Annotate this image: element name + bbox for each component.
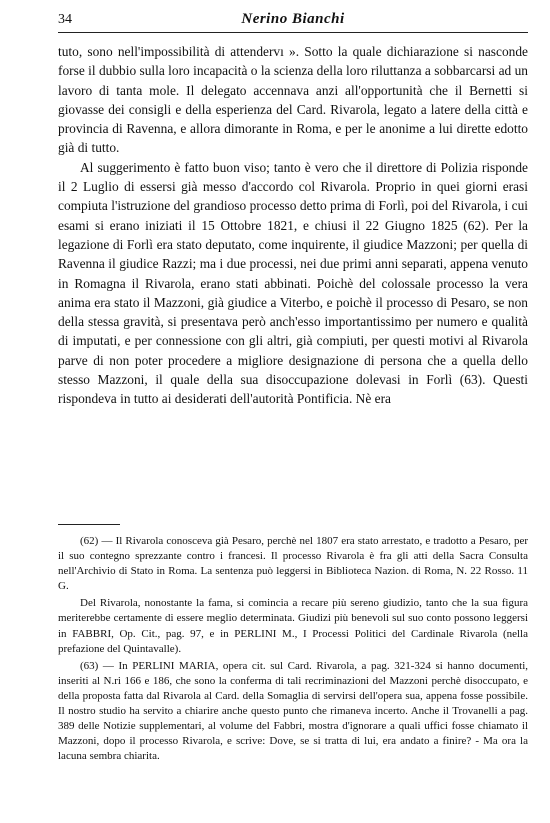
running-title: Nerino Bianchi (241, 11, 345, 27)
footnote-rule (58, 524, 120, 525)
footnote: (62) — Il Rivarola conosceva già Pesaro, perchè nel 1807 era stato arrestato, e tradotto a Pesaro, per il suo contegno sprezzante contro i francesi. Il processo Rivarola è fra gli atti della Sacra Consulta nell'Archivio di Stato in Roma. La sentenza può leggersi in Biblioteca Nazion. di Roma, N. 22 Rosso. 11 G. (58, 535, 528, 593)
header-rule (58, 32, 528, 33)
body-paragraph: Al suggerimento è fatto buon viso; tanto è vero che il direttore di Polizia risponde il 2 Luglio di essersi già messo d'accordo col Rivarola. Proprio in quei giorni erasi compiuta l'istruzione del grandioso processo detto prima di Forlì, poi del Rivarola, i cui esami si erano iniziati il 15 Ottobre 1821, e chiusi il 22 Giugno 1825 (62). Per la legazione di Forlì era stato deputato, come inquirente, il giudice Mazzoni; per quella di Ravenna il giudice Razzi; ma i due processi, nei due primi anni separati, appena venuto in Romagna il Rivarola, erano stati abbinati. Poichè del colossale processo la vera anima era stato il Mazzoni, già giudice a Viterbo, e poichè il processo di Pesaro, se non della stessa gravità, si presentava però anch'esso importantissimo per numero e qualità di imputati, e per connessione con gli altri, già compiuti, per questi motivi al Rivarola parve di non poter procedere a migliore designazione di persona che a quella dello stesso Mazzoni, il quale della sua disoccupazione dolevasi in Forlì (63). Questi rispondeva in tutto ai desiderati dell'autorità Pontificia. Nè era (58, 159, 528, 407)
body-paragraph: tuto, sono nell'impossibilità di attendervı ». Sotto la quale dichiarazione si nasconde forse il dubbio sulla loro incapacità o la scienza della loro riluttanza a sobbarcarsi ad un lavoro di tanta mole. Il delegato accennava anzi all'opportunità che il Bernetti si giovasse dei consigli e della esperienza del Card. Rivarola, legato a latere della città e provincia di Ravenna, e allora dimorante in Roma, e per le anonime a lui dirette edotto già di tutto. (58, 44, 528, 156)
body-text (58, 42, 528, 409)
footnote: (63) — In PERLINI MARIA, opera cit. sul Card. Rivarola, a pag. 321-324 si hanno documenti, inseriti al N.ri 166 e 186, che sono la conferma di tali recriminazioni del Mazzoni perchè disoccupato, e della proposta fatta dal Rivarola al Card. della Somaglia di servirsi dell'opera sua, appena fosse possibile. Il nostro studio ha servito a chiarire anche questo punto che rimaneva incerto. Anche il Trovanelli a pag. 389 delle Notizie supplementari, al volume del Fabbri, mostra d'ignorare a quali uffici fosse chiamato il Mazzoni, dopo il processo Rivarola, e scrive: Dove, se si tratta di lui, era andato a finire? - Ma ora la lacuna sembra chiarita. (58, 659, 528, 763)
footnote: Del Rivarola, nonostante la fama, si comincia a recare più sereno giudizio, tanto che la sua figura meriterebbe certamente di essere meglio determinata. Giudizi più benevoli sul suo conto possono leggersi in FABBRI, Op. Cit., pag. 97, e in PERLINI M., I Processi Politici del Cardinale Rivarola (nella prefazione del Quintavalle). (58, 597, 528, 655)
page-header (58, 10, 528, 32)
footnotes (58, 534, 528, 764)
page-number: 34 (58, 12, 72, 27)
